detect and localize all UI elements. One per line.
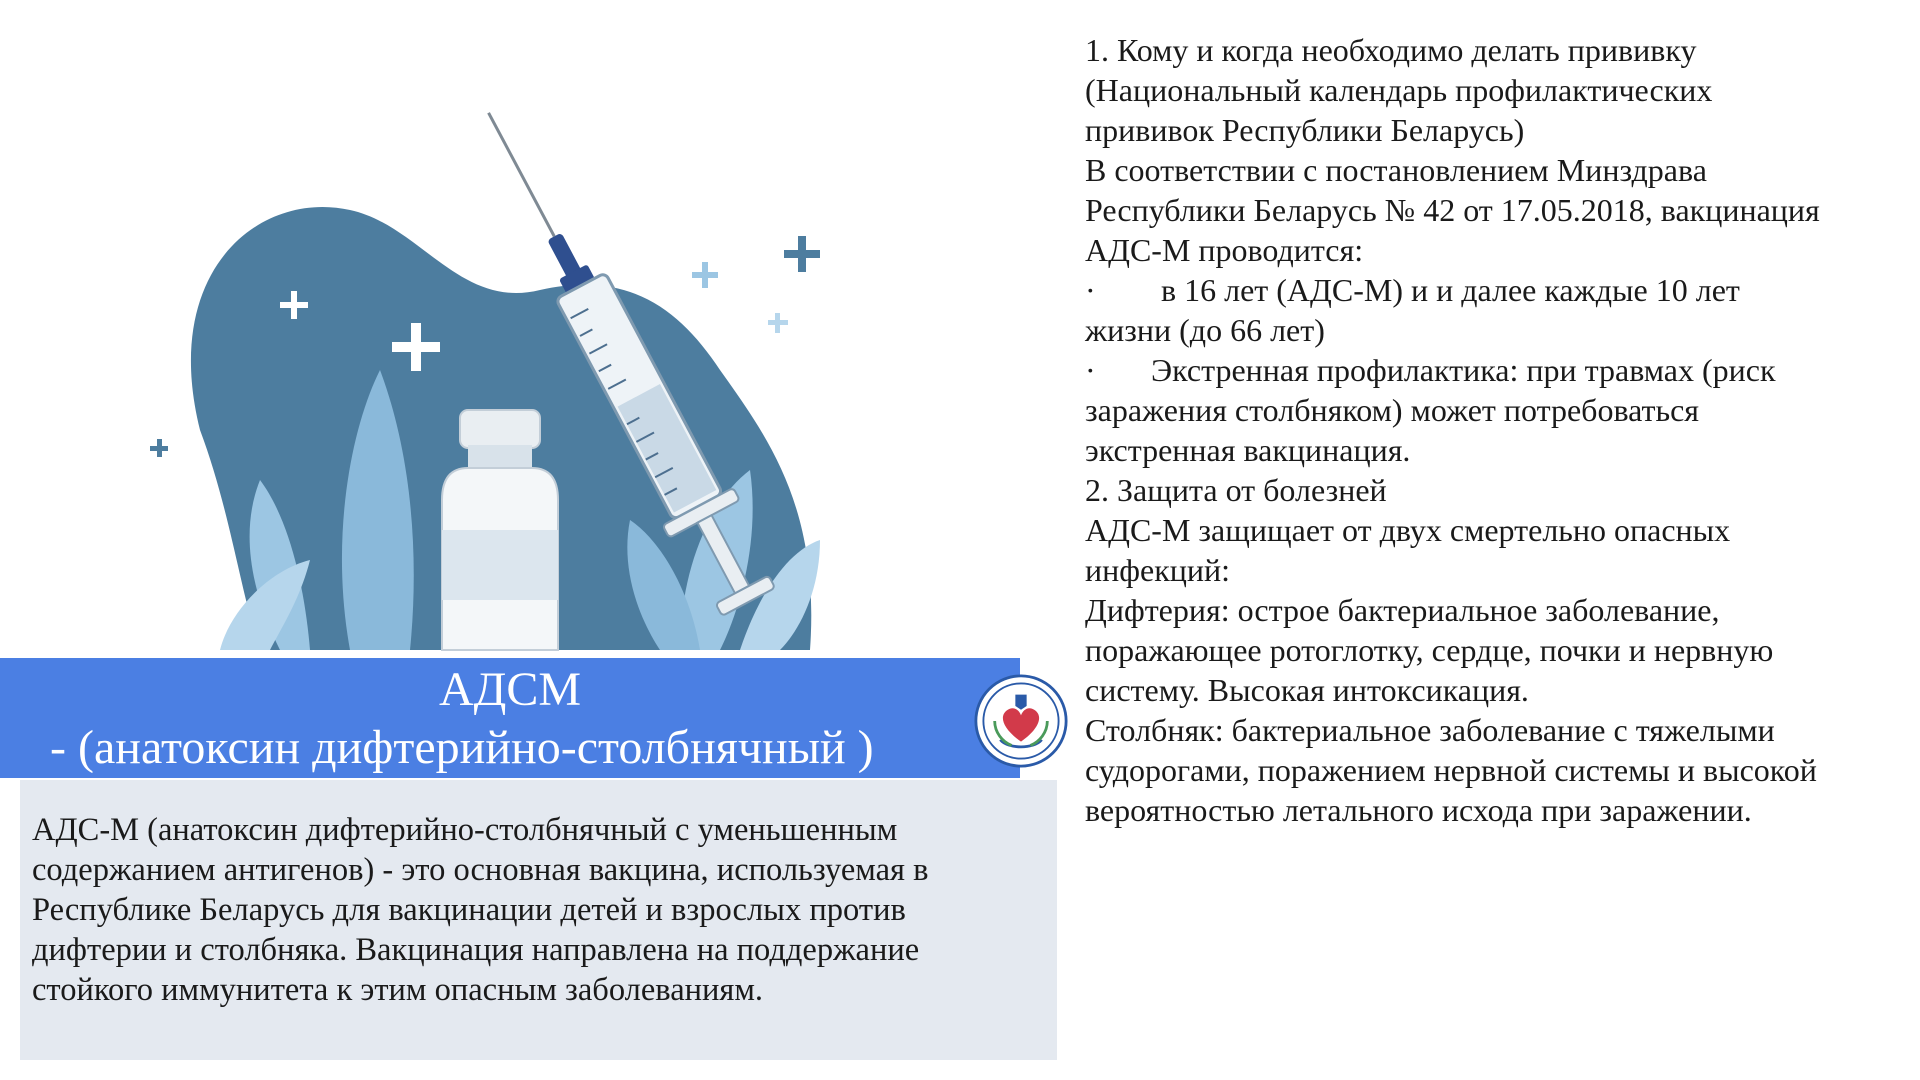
bullet-item bbox=[1085, 350, 1915, 390]
description-line: Республике Беларусь для вакцинации детей и взрослых против bbox=[32, 892, 906, 928]
description-box bbox=[20, 780, 1057, 1060]
info-line: жизни (до 66 лет) bbox=[1085, 312, 1325, 348]
info-heading-1: 1. Кому и когда необходимо делать прививку bbox=[1085, 32, 1697, 68]
info-text bbox=[1085, 30, 1915, 830]
banner-subtitle: - (анатоксин дифтерийно-столбнячный ) bbox=[50, 721, 874, 774]
info-line: систему. Высокая интоксикация. bbox=[1085, 672, 1529, 708]
plus-icon bbox=[692, 262, 718, 288]
info-line: Дифтерия: острое бактериальное заболевание, bbox=[1085, 592, 1720, 628]
info-line: заражения столбняком) может потребоваться bbox=[1085, 392, 1700, 428]
description-line: стойкого иммунитета к этим опасным заболеваниям. bbox=[32, 972, 764, 1008]
bullet-text: Экстренная профилактика: при травмах (риск bbox=[1151, 352, 1776, 388]
info-line: Столбняк: бактериальное заболевание с тяжелыми bbox=[1085, 712, 1775, 748]
info-line: прививок Республики Беларусь) bbox=[1085, 112, 1525, 148]
info-line: Республики Беларусь № 42 от 17.05.2018, вакцинация bbox=[1085, 192, 1820, 228]
bullet-item bbox=[1085, 270, 1915, 310]
info-line: АДС-М проводится: bbox=[1085, 232, 1364, 268]
bullet-marker: · bbox=[1085, 272, 1096, 308]
vaccine-illustration bbox=[120, 70, 1070, 670]
plus-icon bbox=[768, 313, 788, 333]
banner-title: АДСМ bbox=[438, 663, 582, 716]
plus-icon bbox=[784, 236, 820, 272]
info-line: поражающее ротоглотку, сердце, почки и нервную bbox=[1085, 632, 1774, 668]
info-line: судорогами, поражением нервной системы и высокой bbox=[1085, 752, 1817, 788]
info-line: (Национальный календарь профилактических bbox=[1085, 72, 1713, 108]
info-heading-2: 2. Защита от болезней bbox=[1085, 472, 1387, 508]
info-line: АДС-М защищает от двух смертельно опасных bbox=[1085, 512, 1731, 548]
description-line: дифтерии и столбняка. Вакцинация направлена на поддержание bbox=[32, 932, 920, 968]
title-banner bbox=[0, 658, 1020, 778]
info-line: В соответствии с постановлением Минздрава bbox=[1085, 152, 1707, 188]
medical-seal-icon bbox=[974, 674, 1068, 768]
bullet-marker: · bbox=[1085, 352, 1096, 388]
description-line: АДС-М (анатоксин дифтерийно-столбнячный с уменьшенным bbox=[32, 812, 898, 848]
description-line: содержанием антигенов) - это основная вакцина, используемая в bbox=[32, 852, 929, 888]
info-line: инфекций: bbox=[1085, 552, 1230, 588]
info-line: вероятностью летального исхода при заражении. bbox=[1085, 792, 1752, 828]
bullet-text: в 16 лет (АДС-М) и и далее каждые 10 лет bbox=[1161, 272, 1740, 308]
info-line: экстренная вакцинация. bbox=[1085, 432, 1411, 468]
plus-icon bbox=[150, 439, 168, 457]
